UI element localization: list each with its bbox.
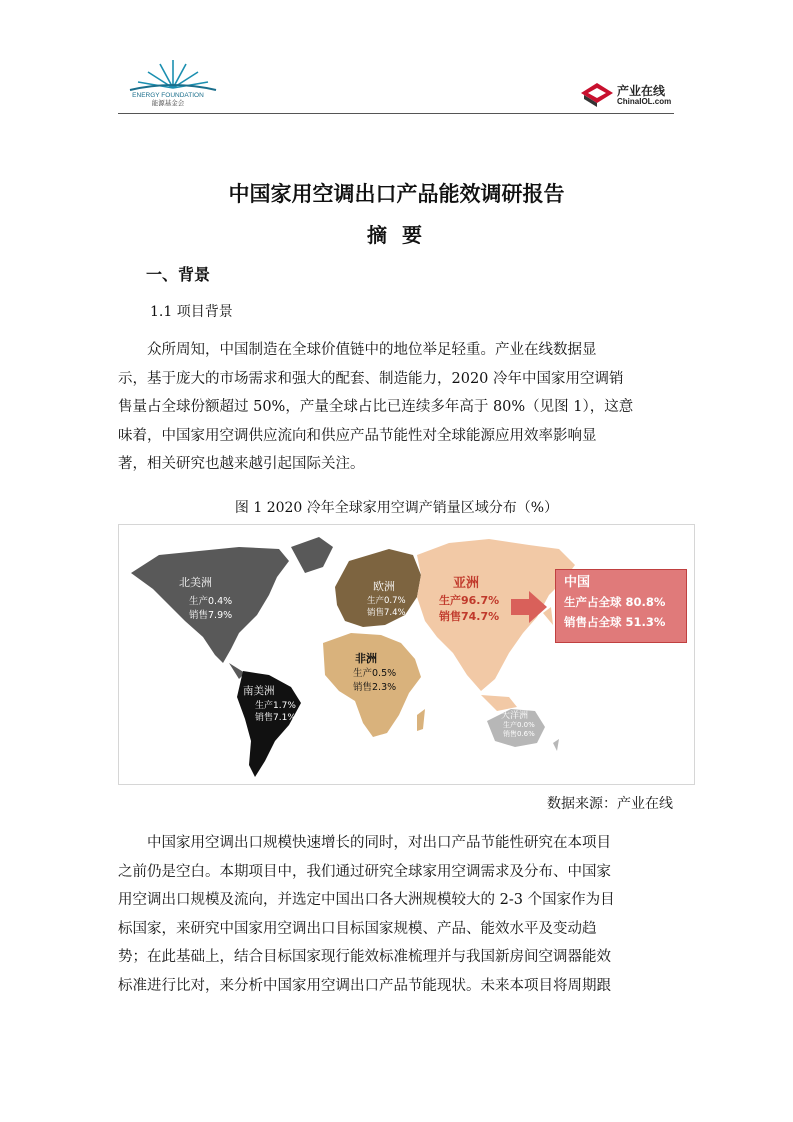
- figure-caption: 图 1 2020 冷年全球家用空调产销量区域分布（%）: [234, 500, 559, 516]
- paragraph-2: [118, 829, 674, 1000]
- paragraph-1-line: 众所周知，中国制造在全球价值链中的地位举足轻重。产业在线数据显: [147, 342, 597, 358]
- asia-production: 生产96.7%: [439, 594, 500, 607]
- north-america-name: 北美洲: [179, 576, 212, 589]
- paragraph-2-line: 之前仍是空白。本期项目中，我们通过研究全球家用空调需求及分布、中国家: [118, 863, 611, 880]
- energy-foundation-name-en: ENERGY FOUNDATION: [132, 92, 204, 99]
- china-box: [555, 569, 687, 643]
- south-america-name: 南美洲: [243, 685, 275, 697]
- paragraph-1-line: 著，相关研究也越来越引起国际关注。: [118, 456, 365, 472]
- figure-source: 数据来源：产业在线: [547, 796, 673, 812]
- south-america-production: 生产1.7%: [255, 701, 296, 711]
- paragraph-2-line: 标准进行比对，来分析中国家用空调出口产品节能现状。未来本项目将周期跟: [118, 977, 611, 994]
- chinaiol-name-cn: 产业在线: [617, 84, 666, 98]
- china-box-title: 中国: [564, 575, 591, 590]
- chinaiol-name-en: ChinaIOL.com: [617, 97, 672, 106]
- africa-name: 非洲: [355, 652, 377, 665]
- paragraph-1-line: 味着，中国家用空调供应流向和供应产品节能性对全球能源应用效率影响显: [118, 427, 597, 444]
- section-heading-background: 一、背景: [146, 265, 211, 284]
- oceania-sales: 销售0.6%: [503, 730, 535, 738]
- china-box-production: 生产占全球 80.8%: [564, 595, 666, 609]
- paragraph-1-line: 售量占全球份额超过 50%，产量全球占比已连续多年高于 80%（见图 1），这意: [118, 399, 634, 415]
- africa-sales: 销售2.3%: [353, 682, 397, 693]
- north-america-production: 生产0.4%: [189, 596, 233, 607]
- europe-sales: 销售7.4%: [367, 608, 406, 618]
- paragraph-2-line: 标国家，来研究中国家用空调出口目标国家规模、产品、能效水平及变动趋: [118, 920, 597, 937]
- paragraph-2-line: 中国家用空调出口规模快速增长的同时，对出口产品节能性研究在本项目: [147, 835, 611, 851]
- oceania-production: 生产0.0%: [503, 721, 535, 729]
- energy-foundation-logo: [128, 58, 218, 92]
- header-divider: [118, 113, 674, 114]
- paragraph-1-line: 示，基于庞大的市场需求和强大的配套、制造能力，2020 冷年中国家用空调销: [118, 370, 624, 387]
- china-box-sales: 销售占全球 51.3%: [564, 615, 666, 629]
- europe-production: 生产0.7%: [367, 596, 406, 606]
- asia-sales: 销售74.7%: [439, 610, 500, 623]
- asia-name: 亚洲: [453, 576, 480, 591]
- energy-foundation-name-cn: 能源基金会: [151, 100, 185, 107]
- paragraph-1: [118, 336, 674, 479]
- north-america-sales: 销售7.9%: [189, 610, 233, 621]
- paragraph-2-line: 势；在此基础上，结合目标国家现行能效标准梳理并与我国新房间空调器能效: [118, 949, 611, 965]
- africa-production: 生产0.5%: [353, 668, 397, 679]
- world-map-figure: [118, 524, 695, 785]
- chinaiol-logo-icon: [580, 82, 614, 108]
- south-america-sales: 销售7.1%: [255, 713, 296, 723]
- paragraph-2-line: 用空调出口规模及流向，并选定中国出口各大洲规模较大的 2-3 个国家作为目: [118, 892, 615, 908]
- oceania-name: 大洋洲: [501, 711, 529, 721]
- document-subtitle: 摘 要: [367, 223, 426, 247]
- subsection-heading-project-background: 1.1 项目背景: [150, 304, 233, 320]
- europe-name: 欧洲: [373, 580, 395, 593]
- document-title: 中国家用空调出口产品能效调研报告: [228, 182, 565, 206]
